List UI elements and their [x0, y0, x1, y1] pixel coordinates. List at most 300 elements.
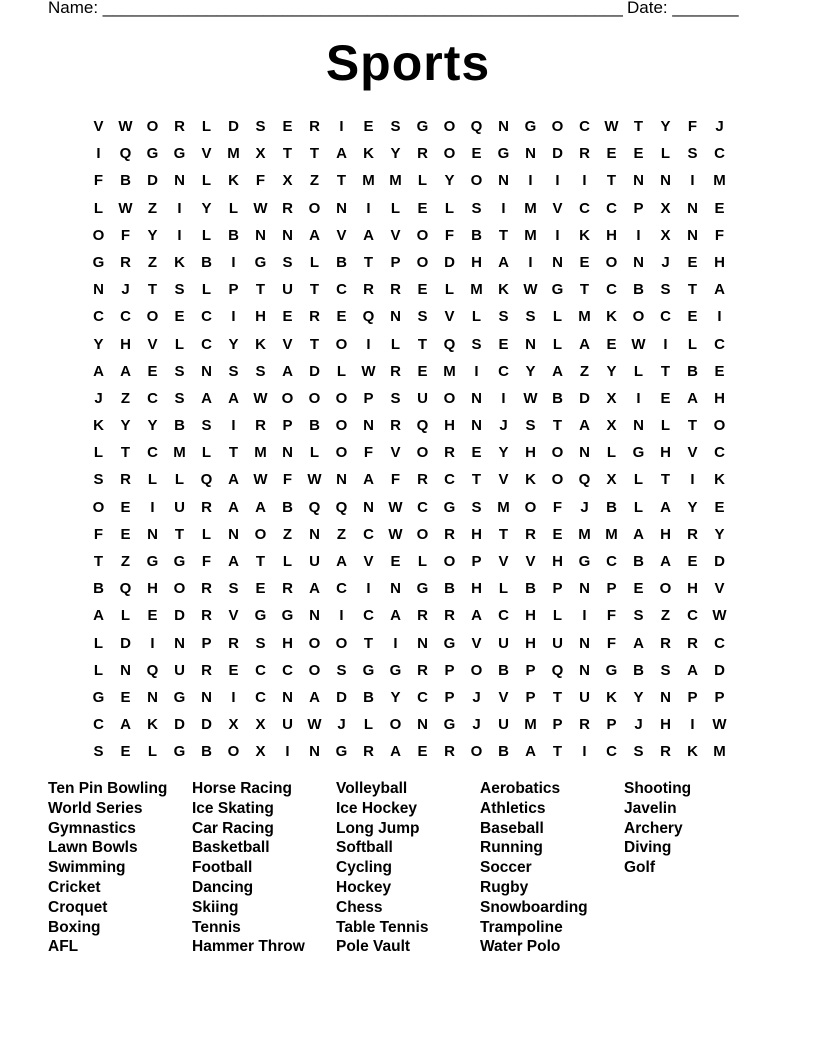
grid-letter: W [118, 118, 133, 135]
grid-letter: O [605, 253, 618, 271]
grid-letter: S [174, 362, 185, 380]
grid-letter: K [525, 471, 536, 489]
grid-letter: E [687, 553, 698, 570]
grid-letter: S [390, 389, 401, 407]
grid-letter: E [417, 199, 428, 217]
grid-letter: R [363, 281, 374, 299]
grid-letter: M [362, 172, 375, 190]
word-list-item: Aerobatics [480, 780, 561, 797]
grid-letter: Y [498, 444, 509, 462]
grid-letter: L [201, 281, 212, 299]
grid-letter: I [231, 253, 236, 271]
grid-letter: G [362, 661, 375, 679]
grid-letter: R [525, 525, 536, 543]
grid-letter: S [93, 471, 104, 489]
grid-letter: G [254, 607, 267, 625]
word-list-item: Ice Hockey [336, 799, 417, 817]
grid-letter: A [579, 335, 590, 353]
grid-letter: W [253, 471, 268, 489]
grid-letter: H [660, 716, 671, 734]
word-list-item: Chess [336, 898, 383, 916]
grid-letter: H [444, 417, 455, 435]
grid-letter: M [470, 281, 483, 299]
grid-letter: E [471, 444, 482, 462]
grid-letter: V [498, 553, 509, 570]
grid-letter: L [606, 444, 617, 462]
grid-letter: O [227, 743, 240, 761]
grid-letter: U [174, 498, 185, 516]
grid-letter: N [579, 661, 590, 679]
grid-letter: X [282, 172, 293, 190]
grid-letter: G [605, 661, 618, 679]
grid-letter: N [525, 145, 536, 163]
grid-letter: B [201, 253, 212, 271]
grid-letter: O [146, 308, 159, 326]
grid-letter: N [390, 580, 401, 598]
grid-letter: G [443, 716, 456, 734]
grid-letter: D [714, 553, 725, 570]
grid-letter: O [416, 226, 429, 244]
grid-letter: V [498, 471, 509, 489]
grid-letter: Q [119, 580, 132, 598]
grid-letter: G [173, 553, 186, 570]
grid-letter: N [309, 607, 320, 625]
grid-letter: I [366, 580, 371, 598]
grid-letter: T [660, 362, 671, 380]
grid-letter: R [417, 145, 428, 163]
grid-letter: P [633, 199, 644, 217]
grid-letter: B [120, 172, 131, 190]
grid-letter: T [687, 417, 698, 435]
grid-letter: K [174, 253, 185, 271]
grid-letter: E [714, 362, 725, 380]
grid-letter: K [687, 743, 698, 761]
grid-letter: C [606, 553, 617, 570]
grid-letter: R [417, 607, 428, 625]
grid-letter: A [228, 389, 239, 407]
grid-letter: S [471, 335, 482, 353]
grid-letter: Y [228, 335, 239, 353]
grid-letter: V [444, 308, 455, 326]
grid-letter: O [308, 634, 321, 652]
grid-letter: G [173, 145, 186, 163]
grid-letter: R [309, 308, 320, 326]
grid-letter: L [552, 335, 563, 353]
word-list-item: Boxing [48, 918, 101, 936]
grid-letter: S [471, 199, 482, 217]
grid-letter: W [307, 716, 322, 734]
grid-letter: L [147, 471, 158, 489]
grid-letter: Q [146, 661, 159, 679]
grid-letter: X [606, 471, 617, 489]
grid-letter: T [174, 525, 185, 543]
grid-letter: I [339, 607, 344, 625]
grid-letter: C [606, 281, 617, 299]
grid-letter: T [687, 281, 698, 299]
grid-letter: D [444, 253, 455, 271]
word-list-item: AFL [48, 938, 79, 956]
grid-letter: J [715, 118, 724, 135]
grid-letter: E [282, 118, 293, 135]
grid-letter: S [660, 281, 671, 299]
grid-letter: I [150, 634, 155, 652]
grid-letter: B [282, 498, 293, 516]
grid-letter: H [471, 253, 482, 271]
grid-letter: C [444, 471, 455, 489]
word-list-item: Skiing [192, 898, 239, 916]
grid-letter: B [633, 661, 644, 679]
grid-letter: L [93, 199, 104, 217]
grid-letter: N [147, 525, 158, 543]
grid-letter: E [390, 553, 401, 570]
grid-letter: B [336, 253, 347, 271]
grid-letter: O [335, 444, 348, 462]
grid-letter: C [417, 498, 428, 516]
grid-letter: L [201, 118, 212, 135]
grid-letter: Y [390, 145, 401, 163]
grid-letter: F [687, 118, 698, 135]
grid-letter: H [120, 335, 131, 353]
grid-letter: D [336, 688, 347, 706]
grid-letter: L [282, 553, 293, 570]
grid-letter: A [363, 226, 374, 244]
grid-letter: L [417, 553, 428, 570]
word-list-item: Diving [624, 839, 672, 857]
grid-letter: E [687, 253, 698, 271]
grid-letter: T [309, 335, 320, 353]
grid-letter: F [363, 444, 374, 462]
grid-letter: C [147, 389, 158, 407]
grid-letter: E [363, 118, 374, 135]
grid-letter: I [582, 607, 587, 625]
grid-letter: N [633, 172, 644, 190]
grid-letter: B [363, 688, 374, 706]
word-list-item: Archery [624, 819, 683, 837]
grid-letter: N [687, 226, 698, 244]
grid-letter: D [147, 172, 158, 190]
grid-letter: K [714, 471, 725, 489]
grid-letter: G [443, 498, 456, 516]
grid-letter: P [525, 688, 536, 706]
grid-letter: A [93, 362, 104, 380]
grid-letter: L [444, 199, 455, 217]
grid-letter: S [471, 498, 482, 516]
grid-letter: U [417, 389, 428, 407]
grid-letter: T [633, 118, 644, 135]
grid-letter: K [579, 226, 590, 244]
grid-letter: U [579, 688, 590, 706]
word-list-item: Croquet [48, 898, 108, 916]
grid-letter: N [282, 444, 293, 462]
grid-letter: N [309, 743, 320, 761]
grid-letter: A [363, 471, 374, 489]
grid-letter: D [174, 607, 185, 625]
grid-letter: I [582, 172, 587, 190]
grid-letter: O [443, 553, 456, 570]
grid-letter: A [228, 553, 239, 570]
grid-letter: U [552, 634, 563, 652]
grid-letter: H [714, 253, 725, 271]
grid-letter: V [363, 553, 374, 570]
grid-letter: Q [416, 417, 429, 435]
grid-letter: D [174, 716, 185, 734]
grid-letter: R [444, 525, 455, 543]
grid-letter: L [174, 471, 185, 489]
grid-letter: G [389, 661, 402, 679]
grid-letter: A [660, 553, 671, 570]
grid-letter: L [93, 661, 104, 679]
grid-letter: B [498, 743, 509, 761]
grid-letter: O [551, 118, 564, 135]
grid-letter: O [470, 661, 483, 679]
grid-letter: W [253, 199, 268, 217]
grid-letter: R [444, 743, 455, 761]
grid-letter: P [363, 389, 374, 407]
grid-letter: N [579, 580, 590, 598]
grid-letter: C [147, 444, 158, 462]
grid-letter: C [201, 335, 212, 353]
grid-letter: Q [200, 471, 213, 489]
grid-letter: J [634, 716, 643, 734]
grid-letter: J [94, 389, 103, 407]
grid-letter: I [96, 145, 101, 163]
grid-letter: H [282, 634, 293, 652]
grid-letter: I [690, 716, 695, 734]
grid-letter: L [309, 253, 320, 271]
grid-letter: H [471, 525, 482, 543]
grid-letter: P [444, 688, 455, 706]
grid-letter: C [714, 444, 725, 462]
grid-letter: L [552, 308, 563, 326]
grid-letter: I [231, 688, 236, 706]
grid-letter: F [255, 172, 266, 190]
grid-letter: T [552, 743, 563, 761]
grid-letter: T [120, 444, 131, 462]
grid-letter: K [606, 308, 617, 326]
grid-letter: Q [119, 145, 132, 163]
word-list-item: Rugby [480, 878, 529, 896]
grid-letter: P [282, 417, 293, 435]
grid-letter: A [282, 362, 293, 380]
grid-letter: G [497, 145, 510, 163]
grid-letter: B [309, 417, 320, 435]
grid-letter: N [336, 199, 347, 217]
grid-letter: G [416, 580, 429, 598]
grid-letter: A [633, 525, 644, 543]
word-list-item: Ice Skating [192, 799, 274, 817]
grid-letter: I [555, 172, 560, 190]
grid-letter: K [147, 716, 158, 734]
word-list-item: Cricket [48, 878, 101, 896]
grid-letter: Y [147, 226, 158, 244]
grid-letter: R [660, 634, 671, 652]
grid-letter: O [443, 389, 456, 407]
grid-letter: T [552, 688, 563, 706]
grid-letter: X [255, 743, 266, 761]
grid-letter: C [282, 661, 293, 679]
date-field-label: Date: _______ [627, 0, 739, 17]
grid-letter: S [633, 743, 644, 761]
grid-letter: Q [362, 308, 375, 326]
grid-letter: D [309, 362, 320, 380]
grid-letter: H [552, 553, 563, 570]
grid-letter: G [632, 444, 645, 462]
grid-letter: W [712, 607, 727, 625]
grid-letter: Y [147, 417, 158, 435]
grid-letter: O [308, 389, 321, 407]
grid-letter: Q [551, 661, 564, 679]
grid-letter: U [282, 716, 293, 734]
grid-letter: L [336, 362, 347, 380]
grid-letter: E [174, 308, 185, 326]
word-list-item: Table Tennis [336, 918, 429, 936]
grid-letter: V [390, 444, 401, 462]
grid-letter: C [120, 308, 131, 326]
grid-letter: B [471, 226, 482, 244]
grid-letter: G [551, 281, 564, 299]
grid-letter: Z [120, 389, 131, 407]
grid-letter: O [254, 525, 267, 543]
grid-letter: P [201, 634, 212, 652]
grid-letter: B [633, 281, 644, 299]
grid-letter: G [146, 553, 159, 570]
grid-letter: L [93, 634, 104, 652]
grid-letter: K [93, 417, 104, 435]
grid-letter: W [388, 498, 403, 516]
grid-letter: D [552, 145, 563, 163]
grid-letter: N [255, 226, 266, 244]
word-list-item: Long Jump [336, 819, 420, 837]
grid-letter: L [174, 335, 185, 353]
grid-letter: N [147, 688, 158, 706]
grid-letter: S [93, 743, 104, 761]
grid-letter: Y [660, 118, 671, 135]
grid-letter: V [390, 226, 401, 244]
grid-letter: I [231, 417, 236, 435]
grid-letter: E [471, 145, 482, 163]
grid-letter: A [498, 253, 509, 271]
grid-letter: A [309, 226, 320, 244]
grid-letter: X [660, 226, 671, 244]
word-list-item: Cycling [336, 859, 392, 877]
grid-letter: D [579, 389, 590, 407]
grid-letter: I [231, 308, 236, 326]
grid-letter: R [660, 743, 671, 761]
grid-letter: R [417, 471, 428, 489]
grid-letter: L [633, 362, 644, 380]
grid-letter: R [390, 281, 401, 299]
grid-letter: K [363, 145, 374, 163]
grid-letter: S [417, 308, 428, 326]
grid-letter: M [713, 172, 726, 190]
grid-letter: L [201, 525, 212, 543]
grid-letter: J [580, 498, 589, 516]
grid-letter: Y [201, 199, 212, 217]
grid-letter: H [660, 525, 671, 543]
grid-letter: H [525, 607, 536, 625]
grid-letter: A [228, 498, 239, 516]
grid-letter: E [120, 498, 131, 516]
grid-letter: E [579, 253, 590, 271]
grid-letter: N [633, 417, 644, 435]
word-list-item: Football [192, 859, 253, 877]
grid-letter: S [687, 145, 698, 163]
grid-letter: L [390, 199, 401, 217]
grid-letter: E [228, 661, 239, 679]
grid-letter: A [471, 607, 482, 625]
grid-letter: T [93, 553, 104, 570]
grid-letter: R [390, 362, 401, 380]
grid-letter: E [147, 607, 158, 625]
grid-letter: I [636, 389, 641, 407]
word-list-item: Dancing [192, 878, 254, 896]
grid-letter: P [687, 688, 698, 706]
grid-letter: Z [309, 172, 320, 190]
grid-letter: N [174, 172, 185, 190]
grid-letter: R [687, 525, 698, 543]
grid-letter: B [444, 580, 455, 598]
grid-letter: T [228, 444, 239, 462]
grid-letter: I [501, 389, 506, 407]
grid-letter: Z [579, 362, 590, 380]
grid-letter: A [390, 607, 401, 625]
grid-letter: T [309, 281, 320, 299]
grid-letter: S [633, 607, 644, 625]
grid-letter: V [687, 444, 698, 462]
grid-letter: P [228, 281, 239, 299]
grid-letter: O [389, 716, 402, 734]
grid-letter: O [308, 661, 321, 679]
grid-letter: T [552, 417, 563, 435]
grid-letter: Q [335, 498, 348, 516]
grid-letter: G [524, 118, 537, 135]
grid-letter: L [201, 444, 212, 462]
grid-letter: A [714, 281, 725, 299]
grid-letter: O [416, 444, 429, 462]
grid-letter: A [525, 743, 536, 761]
grid-letter: S [228, 362, 239, 380]
grid-letter: B [201, 743, 212, 761]
grid-letter: S [255, 634, 266, 652]
grid-letter: R [309, 118, 320, 135]
grid-letter: O [470, 172, 483, 190]
name-field-label: Name: _______________________________________________________ [48, 0, 623, 17]
grid-letter: E [714, 498, 725, 516]
grid-letter: A [93, 607, 104, 625]
grid-letter: N [174, 634, 185, 652]
grid-letter: H [525, 634, 536, 652]
grid-letter: W [604, 118, 619, 135]
grid-letter: S [201, 417, 212, 435]
grid-letter: T [498, 226, 509, 244]
word-list-item: Javelin [624, 799, 677, 817]
grid-letter: O [659, 580, 672, 598]
grid-letter: Z [147, 199, 158, 217]
grid-letter: N [363, 417, 374, 435]
grid-letter: Q [578, 471, 591, 489]
grid-letter: F [552, 498, 563, 516]
grid-letter: G [173, 688, 186, 706]
grid-letter: R [282, 580, 293, 598]
grid-letter: V [498, 688, 509, 706]
grid-letter: C [255, 688, 266, 706]
grid-letter: V [714, 580, 725, 598]
word-list-item: Lawn Bowls [48, 839, 138, 857]
grid-letter: U [282, 281, 293, 299]
grid-letter: M [443, 362, 456, 380]
word-list-item: Golf [624, 859, 655, 877]
grid-letter: C [579, 199, 590, 217]
